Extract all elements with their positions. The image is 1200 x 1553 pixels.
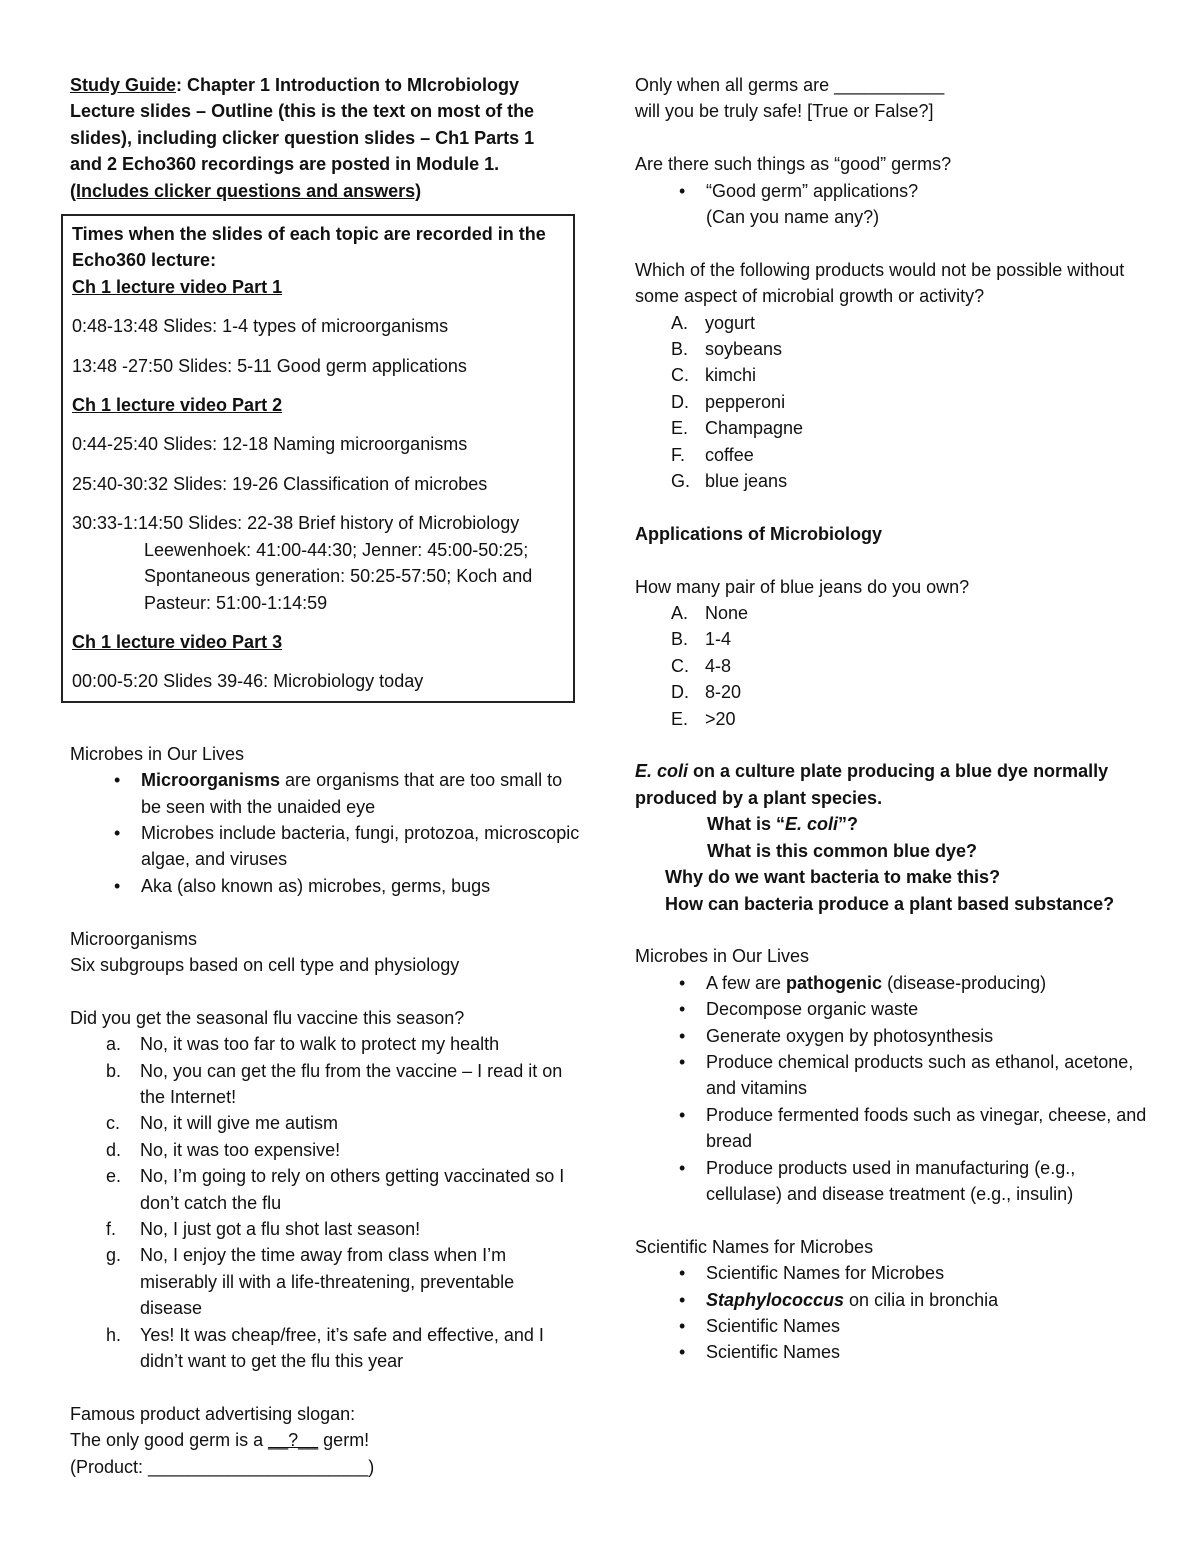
- bullet-icon: •: [679, 1157, 686, 1178]
- answer-option: [635, 679, 1155, 705]
- option-marker: C.: [671, 655, 689, 676]
- bullet-icon: •: [679, 999, 686, 1020]
- section-title: Microbes in Our Lives: [635, 946, 810, 967]
- option-text: No, I enjoy the time away from class when I’m miserably ill with a life-threatening, preventable disease: [140, 1245, 515, 1319]
- answer-option: [70, 1242, 580, 1321]
- answer-option: [70, 1058, 580, 1111]
- option-text: 4-8: [705, 655, 732, 676]
- list-item: • Decompose organic waste: [635, 996, 1155, 1022]
- answer-option: [635, 653, 1155, 679]
- option-marker: e.: [106, 1166, 122, 1187]
- option-text: No, I’m going to rely on others getting vaccinated so I don’t catch the flu: [140, 1166, 565, 1213]
- part1-range-a: 0:48-13:48 Slides: 1-4 types of microorganisms: [72, 316, 449, 337]
- safe-question: Only when all germs are ___________ will you be truly safe! [True or False?]: [635, 72, 1155, 125]
- blank: ___________: [834, 75, 945, 95]
- applications-heading: Applications of Microbiology: [635, 523, 882, 544]
- lecture-times-box: [61, 214, 575, 703]
- option-text: No, it will give me autism: [140, 1113, 339, 1134]
- option-text: Yes! It was cheap/free, it’s safe and effective, and I didn’t want to get the flu this year: [140, 1324, 544, 1372]
- microorganisms-section: [70, 926, 580, 979]
- answer-list: [635, 310, 1155, 495]
- list-item: • Scientific Names for Microbes: [635, 1260, 1155, 1286]
- option-marker: B.: [671, 629, 689, 650]
- answer-option: [635, 468, 1155, 494]
- microbes-in-our-lives-section-2: [635, 943, 1155, 1207]
- section-title: Microorganisms: [70, 928, 198, 949]
- right-column: [635, 72, 1155, 1366]
- part3-range-a: 00:00-5:20 Slides 39-46: Microbiology today: [72, 671, 424, 692]
- answer-list: [635, 600, 1155, 732]
- answer-option: [70, 1137, 580, 1163]
- option-marker: E.: [671, 418, 689, 439]
- answer-option: [635, 415, 1155, 441]
- question-text: How many pair of blue jeans do you own?: [635, 576, 970, 597]
- part2-range-a: 0:44-25:40 Slides: 12-18 Naming microorganisms: [72, 434, 468, 455]
- list-item: • A few are pathogenic (disease-producing): [635, 970, 1155, 996]
- option-text: No, it was too far to walk to protect my health: [140, 1034, 500, 1055]
- microbes-in-our-lives-section: [70, 741, 580, 899]
- list-item: • Microorganisms are organisms that are too small to be seen with the unaided eye: [70, 767, 580, 820]
- option-marker: c.: [106, 1113, 121, 1134]
- bullet-icon: •: [679, 1104, 686, 1125]
- list-item: • Staphylococcus on cilia in bronchia: [635, 1287, 1155, 1313]
- answer-option: [70, 1163, 580, 1216]
- bullet-icon: •: [679, 1263, 686, 1284]
- option-text: 8-20: [705, 682, 742, 703]
- flu-vaccine-question: [70, 1005, 580, 1375]
- question-text: Are there such things as “good” germs?: [635, 154, 952, 175]
- intro-line-2: Lecture slides – Outline (this is the text on most of the: [70, 101, 535, 122]
- option-text: >20: [705, 708, 736, 729]
- option-text: pepperoni: [705, 391, 786, 412]
- bullet-list: [635, 1260, 1155, 1366]
- box-heading: Times when the slides of each topic are recorded in the Echo360 lecture: Ch 1 lecture video Part 1: [72, 224, 546, 297]
- option-marker: E.: [671, 708, 689, 729]
- option-text: No, it was too expensive!: [140, 1139, 341, 1160]
- option-text: No, I just got a flu shot last season!: [140, 1219, 421, 1239]
- part2-range-b: 25:40-30:32 Slides: 19-26 Classification of microbes: [72, 473, 488, 494]
- answer-option: [635, 626, 1155, 652]
- jeans-question: [635, 574, 1155, 732]
- slogan-intro: Famous product advertising slogan:: [70, 1403, 356, 1424]
- bullet-icon: •: [679, 1315, 686, 1336]
- option-text: 1-4: [705, 629, 732, 650]
- chapter-title: : Chapter 1 Introduction to MIcrobiology: [176, 75, 519, 95]
- option-text: soybeans: [705, 339, 783, 360]
- option-marker: h.: [106, 1324, 122, 1345]
- bullet-icon: •: [679, 1051, 686, 1072]
- answer-option: [635, 389, 1155, 415]
- option-marker: g.: [106, 1245, 122, 1266]
- good-germs-question: [635, 151, 1155, 230]
- slogan-section: [70, 1401, 580, 1480]
- option-marker: D.: [671, 391, 689, 412]
- bullet-list: [70, 767, 580, 899]
- list-item: • Generate oxygen by photosynthesis: [635, 1023, 1155, 1049]
- option-marker: d.: [106, 1139, 122, 1160]
- option-text: yogurt: [705, 312, 756, 333]
- section-title: Scientific Names for Microbes: [635, 1236, 874, 1257]
- ecoli-section: E. coli on a culture plate producing a blue dye normally produced by a plant species. What is “E. coli”? What is this common blue dye? Why do we want bacteria to make this? How can bacteria produce a plant based substance?: [635, 761, 1115, 914]
- question-text: Which of the following products would not be possible without some aspect of microbial growth or activity?: [635, 259, 1125, 307]
- sub-question: (Can you name any?): [706, 207, 880, 228]
- list-item: • “Good germ” applications? (Can you name any?): [635, 178, 1155, 231]
- option-marker: A.: [671, 312, 689, 333]
- safe-line-2: will you be truly safe! [True or False?]: [635, 101, 934, 122]
- blank: ______________________: [148, 1456, 369, 1477]
- bullet-icon: •: [114, 875, 121, 896]
- study-guide-intro: [70, 72, 580, 204]
- part1-title: Ch 1 lecture video Part 1: [72, 276, 283, 297]
- section-text: Six subgroups based on cell type and physiology: [70, 954, 460, 975]
- answer-list: [70, 1031, 580, 1374]
- answer-option: [635, 310, 1155, 336]
- bullet-icon: •: [679, 1025, 686, 1046]
- intro-line-4: and 2 Echo360 recordings are posted in Module 1.: [70, 154, 500, 175]
- product-line: (Product: ______________________): [70, 1456, 375, 1477]
- bullet-list: [635, 970, 1155, 1208]
- option-marker: a.: [106, 1034, 122, 1055]
- option-text: kimchi: [705, 365, 757, 386]
- option-marker: b.: [106, 1060, 122, 1081]
- bullet-icon: •: [114, 822, 121, 843]
- option-text: coffee: [705, 444, 754, 465]
- intro-line-3: slides), including clicker question slides – Ch1 Parts 1: [70, 127, 535, 148]
- blank: __?__: [268, 1430, 319, 1451]
- part2-range-c: 30:33-1:14:50 Slides: 22-38 Brief history of Microbiology Leewenhoek: 41:00-44:30; Jenner: 45:00-50:25; Spontaneous generation: 50:25-57:50; Koch and Pasteur: 51:00-1:14:59: [72, 513, 533, 613]
- list-item: • Produce chemical products such as ethanol, acetone, and vitamins: [635, 1049, 1155, 1102]
- part1-range-b: 13:48 -27:50 Slides: 5-11 Good germ applications: [72, 355, 467, 376]
- bullet-list: [635, 178, 1155, 231]
- left-column: [70, 72, 580, 1480]
- products-question: [635, 257, 1155, 495]
- answer-option: [635, 336, 1155, 362]
- list-item: • Aka (also known as) microbes, germs, bugs: [70, 873, 580, 899]
- option-text: blue jeans: [705, 471, 788, 492]
- bullet-icon: •: [114, 770, 121, 791]
- bullet-icon: •: [679, 972, 686, 993]
- answer-option: [70, 1110, 580, 1136]
- bullet-icon: •: [679, 1342, 686, 1363]
- option-marker: A.: [671, 603, 689, 624]
- section-title: Microbes in Our Lives: [70, 743, 245, 764]
- question-text: Did you get the seasonal flu vaccine this season?: [70, 1007, 465, 1028]
- option-marker: G.: [671, 471, 691, 492]
- list-item: • Microbes include bacteria, fungi, protozoa, microscopic algae, and viruses: [70, 820, 580, 873]
- answer-option: [635, 442, 1155, 468]
- option-marker: F.: [671, 444, 686, 465]
- study-guide-label: Study Guide: [70, 75, 177, 95]
- list-item: • Scientific Names: [635, 1339, 1155, 1365]
- scientific-names-section: [635, 1234, 1155, 1366]
- answer-option: [635, 362, 1155, 388]
- answer-option: [635, 600, 1155, 626]
- option-text: No, you can get the flu from the vaccine – I read it on the Internet!: [140, 1060, 563, 1107]
- slogan-line: The only good germ is a __?__ germ!: [70, 1430, 370, 1451]
- part2-title: Ch 1 lecture video Part 2: [72, 395, 283, 416]
- option-text: None: [705, 603, 749, 624]
- option-marker: C.: [671, 365, 689, 386]
- bullet-icon: •: [679, 1289, 686, 1310]
- list-item: • Produce products used in manufacturing (e.g., cellulase) and disease treatment (e.g., insulin): [635, 1155, 1155, 1208]
- part3-title: Ch 1 lecture video Part 3: [72, 631, 283, 652]
- option-text: Champagne: [705, 418, 804, 439]
- option-marker: f.: [106, 1219, 117, 1239]
- answer-option: [70, 1031, 580, 1057]
- answer-option: [70, 1216, 580, 1242]
- option-marker: B.: [671, 339, 689, 360]
- bullet-icon: •: [679, 180, 686, 201]
- list-item: • Scientific Names: [635, 1313, 1155, 1339]
- list-item: • Produce fermented foods such as vinegar, cheese, and bread: [635, 1102, 1155, 1155]
- answer-option: [635, 706, 1155, 732]
- answer-option: [70, 1322, 580, 1375]
- intro-line-5: (Includes clicker questions and answers): [70, 180, 422, 201]
- option-marker: D.: [671, 682, 689, 703]
